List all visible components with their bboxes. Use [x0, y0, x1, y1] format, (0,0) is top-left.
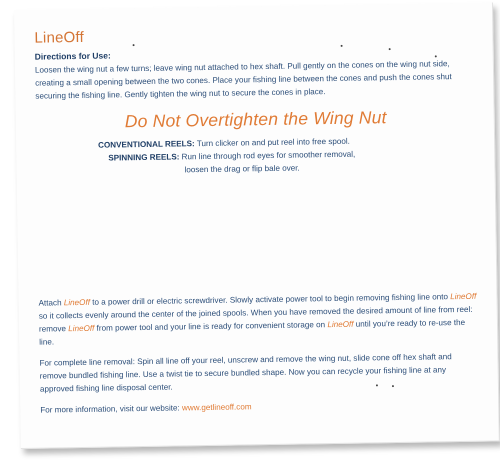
speck-4: [435, 55, 437, 57]
instruction-card: [14, 2, 500, 448]
speck-6: [392, 385, 394, 387]
spinning-reels-continuation: loosen the drag or flip bale over.: [184, 163, 300, 175]
warning-heading: Do Not Overtighten the Wing Nut: [124, 107, 387, 132]
brand-inline-2: LineOff: [450, 291, 477, 302]
speck-1: [133, 44, 135, 46]
speck-3: [389, 48, 391, 50]
directions-heading: Directions for Use:: [34, 50, 111, 62]
attach-text-2: to a power drill or electric screwdriver. Slowly activate power tool to begin removing fishing line onto: [89, 292, 451, 307]
spinning-reels-text-1: Run line through rod eyes for smoother removal,: [181, 149, 356, 162]
website-link[interactable]: www.getlineoff.com: [181, 402, 252, 413]
attach-text-1: Attach: [38, 298, 64, 308]
brand-title: LineOff: [34, 28, 85, 47]
conventional-reels-text: Turn clicker on and put reel into free spool.: [196, 136, 350, 149]
brand-inline-1: LineOff: [63, 297, 90, 308]
brand-inline-3: LineOff: [68, 323, 95, 334]
attach-text-3: so it collects evenly around the center of the joined spools. When you have removed the desired amount of line from reel: remove: [38, 304, 473, 334]
card-content: [34, 23, 480, 417]
spinning-reels-label: SPINNING REELS:: [108, 152, 180, 163]
attach-text-4: from power tool and your line is ready for convenient storage on: [94, 320, 328, 333]
attach-text-5: until you’re ready to re-use the line.: [39, 317, 466, 347]
speck-2: [341, 45, 343, 47]
complete-removal-paragraph: For complete line removal: Spin all line off your reel, unscrew and remove the wing nut, slide cone off hex shaft and remove bundled fishing line. Use a twist tie to secure bundled shape. Now you can recycle your fishing line at any approved fishing line disposal center.: [39, 352, 452, 394]
speck-5: [376, 384, 378, 386]
conventional-reels-label: CONVENTIONAL REELS:: [98, 139, 195, 150]
reels-section: [98, 133, 477, 178]
attach-paragraph: [39, 290, 480, 349]
directions-text: Loosen the wing nut a few turns; leave wing nut attached to hex shaft. Pull gently on the cones on the wing nut side, creating a small opening between the two cones. Place your fishing line between the cones and push the cones shut securing the fishing line. Gently tighten the wing nut to secure the cones in place.: [34, 59, 452, 101]
footer-text: For more information, visit our website:: [40, 403, 183, 415]
blank-area: [37, 172, 479, 297]
brand-inline-4: LineOff: [327, 319, 354, 330]
